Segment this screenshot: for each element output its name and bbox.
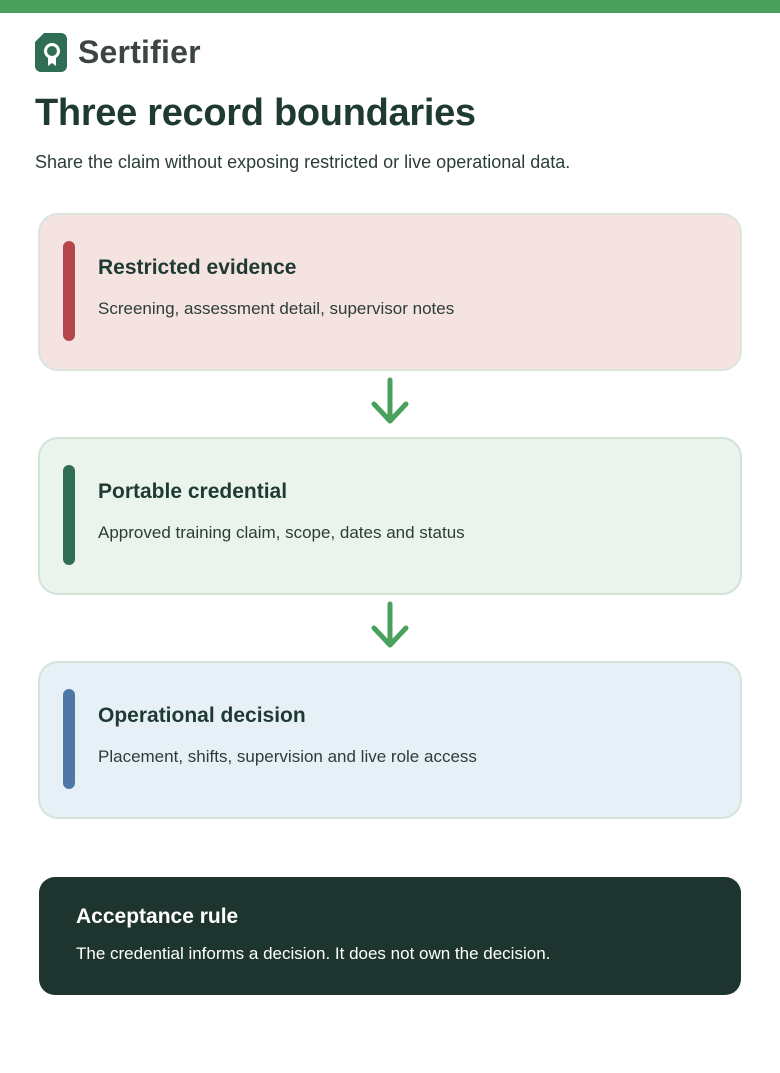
acceptance-rule-title: Acceptance rule [76,905,239,928]
card-title: Operational decision [98,704,306,727]
arrow-down-icon [370,601,410,651]
card-title: Restricted evidence [98,256,297,279]
brand-header [35,33,201,72]
card-description: Screening, assessment detail, supervisor notes [98,299,455,318]
card-description: Approved training claim, scope, dates and status [98,523,465,542]
page-title: Three record boundaries [35,92,476,134]
acceptance-rule-text: The credential informs a decision. It does not own the decision. [76,944,551,963]
brand-name: Sertifier [78,34,201,70]
card-accent-bar [63,241,75,341]
portable-credential-card [38,437,742,595]
restricted-evidence-card [38,213,742,371]
card-accent-bar [63,465,75,565]
card-accent-bar [63,689,75,789]
page-subtitle: Share the claim without exposing restricted or live operational data. [35,152,571,172]
acceptance-rule-panel [39,877,741,995]
operational-decision-card [38,661,742,819]
card-title: Portable credential [98,480,288,503]
arrow-down-icon [370,377,410,427]
card-description: Placement, shifts, supervision and live role access [98,747,477,766]
top-accent-bar [0,0,780,13]
certificate-ribbon-icon [35,33,67,72]
